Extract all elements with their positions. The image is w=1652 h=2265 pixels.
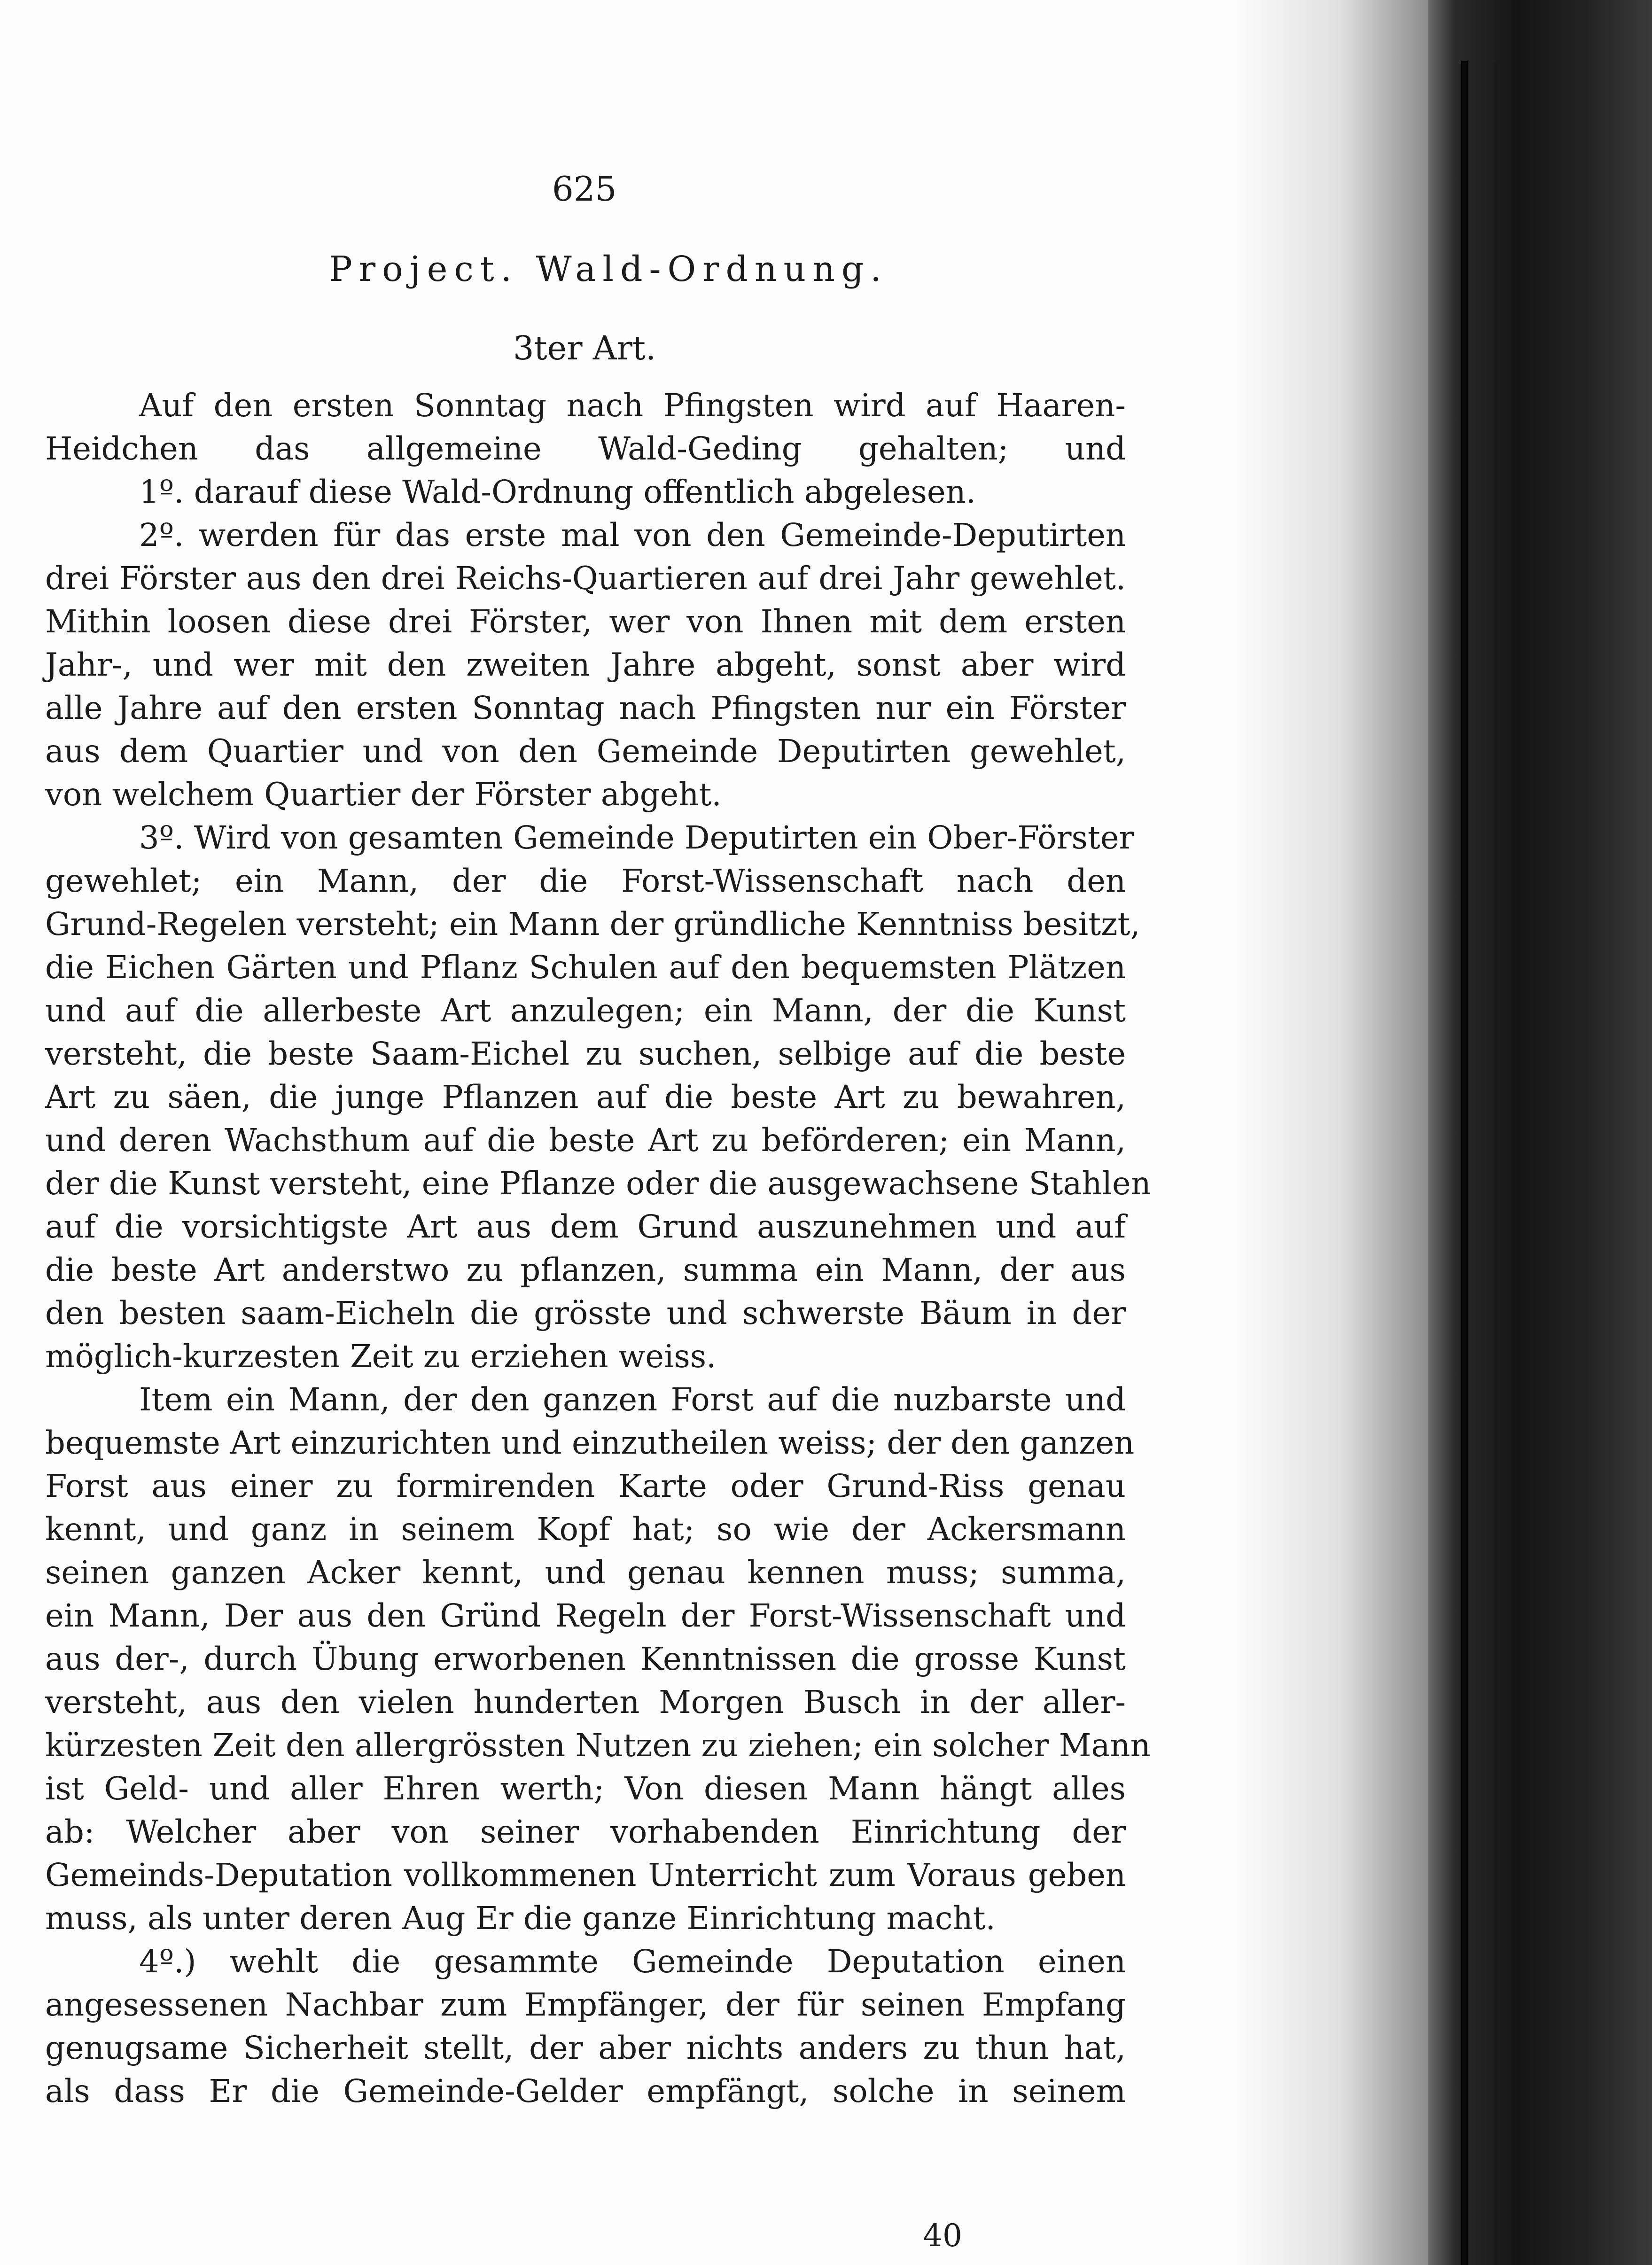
page-number: 625: [552, 169, 617, 209]
text-line: bequemste Art einzurichten und einzutheilen weiss; der den ganzen: [45, 1424, 1135, 1461]
text-line: Mithin loosen diese drei Förster, wer von Ihnen mit dem ersten: [45, 603, 1126, 640]
text-line: kennt, und ganz in seinem Kopf hat; so wie der Ackersmann: [45, 1511, 1126, 1548]
text-line: aus der-, durch Übung erworbenen Kenntnissen die grosse Kunst: [45, 1641, 1126, 1677]
text-line: die Eichen Gärten und Pflanz Schulen auf den bequemsten Plätzen: [45, 949, 1126, 986]
text-line: kürzesten Zeit den allergrössten Nutzen zu ziehen; ein solcher Mann: [45, 1727, 1151, 1764]
text-line: genugsame Sicherheit stellt, der aber nichts anders zu thun hat,: [45, 2030, 1126, 2066]
book-spine: [1428, 0, 1652, 2265]
text-line: angesessenen Nachbar zum Empfänger, der für seinen Empfang: [45, 1986, 1126, 2023]
text-line: den besten saam-Eicheln die grösste und schwerste Bäum in der: [45, 1295, 1126, 1331]
text-line: der die Kunst versteht, eine Pflanze oder die ausgewachsene Stahlen: [45, 1165, 1151, 1202]
text-line: möglich-kurzesten Zeit zu erziehen weiss.: [45, 1338, 717, 1375]
spine-edge-line: [1461, 61, 1468, 2265]
text-line: drei Förster aus den drei Reichs-Quartieren auf drei Jahr gewehlet.: [45, 560, 1126, 597]
text-line: Grund-Regelen versteht; ein Mann der gründliche Kenntniss besitzt,: [45, 906, 1140, 942]
text-line: gewehlet; ein Mann, der die Forst-Wissenschaft nach den: [45, 863, 1126, 899]
text-line: muss, als unter deren Aug Er die ganze Einrichtung macht.: [45, 1900, 996, 1937]
text-line: 1º. darauf diese Wald-Ordnung offentlich abgelesen.: [139, 474, 976, 510]
text-line: die beste Art anderstwo zu pflanzen, summa ein Mann, der aus: [45, 1252, 1126, 1288]
text-line: ab: Welcher aber von seiner vorhabenden Einrichtung der: [45, 1814, 1126, 1850]
text-line: Heidchen das allgemeine Wald-Geding gehalten; und: [45, 430, 1126, 467]
text-line: 2º. werden für das erste mal von den Gemeinde-Deputirten: [139, 517, 1126, 553]
text-line: 4º.) wehlt die gesammte Gemeinde Deputation einen: [139, 1943, 1126, 1980]
text-line: und deren Wachsthum auf die beste Art zu beförderen; ein Mann,: [45, 1122, 1126, 1159]
text-line: versteht, aus den vielen hunderten Morgen Busch in der aller-: [45, 1684, 1126, 1720]
text-line: Jahr-, und wer mit den zweiten Jahre abgeht, sonst aber wird: [45, 646, 1126, 683]
page-title: Project. Wald-Ordnung.: [329, 249, 888, 289]
text-line: aus dem Quartier und von den Gemeinde Deputirten gewehlet,: [45, 733, 1126, 770]
text-line: Auf den ersten Sonntag nach Pfingsten wird auf Haaren-: [139, 387, 1126, 424]
text-line: und auf die allerbeste Art anzulegen; ein Mann, der die Kunst: [45, 992, 1126, 1029]
text-line: ist Geld- und aller Ehren werth; Von diesen Mann hängt alles: [45, 1770, 1126, 1807]
text-line: versteht, die beste Saam-Eichel zu suchen, selbige auf die beste: [45, 1035, 1126, 1072]
text-line: auf die vorsichtigste Art aus dem Grund auszunehmen und auf: [45, 1208, 1126, 1245]
text-line: als dass Er die Gemeinde-Gelder empfängt, solche in seinem: [45, 2073, 1126, 2109]
text-line: Item ein Mann, der den ganzen Forst auf die nuzbarste und: [139, 1381, 1126, 1418]
article-heading: 3ter Art.: [513, 329, 656, 367]
text-line: 3º. Wird von gesamten Gemeinde Deputirten ein Ober-Förster: [139, 819, 1134, 856]
gutter-shadow: [1231, 0, 1428, 2265]
signature-mark: 40: [923, 2218, 962, 2254]
text-line: ein Mann, Der aus den Gründ Regeln der Forst-Wissenschaft und: [45, 1597, 1126, 1634]
text-line: von welchem Quartier der Förster abgeht.: [45, 776, 722, 813]
text-line: Art zu säen, die junge Pflanzen auf die beste Art zu bewahren,: [45, 1079, 1126, 1115]
text-line: seinen ganzen Acker kennt, und genau kennen muss; summa,: [45, 1554, 1126, 1591]
text-line: Forst aus einer zu formirenden Karte oder Grund-Riss genau: [45, 1468, 1126, 1504]
text-line: alle Jahre auf den ersten Sonntag nach Pfingsten nur ein Förster: [45, 690, 1126, 726]
text-line: Gemeinds-Deputation vollkommenen Unterricht zum Voraus geben: [45, 1857, 1126, 1893]
spine-edge-line: [1494, 61, 1499, 2265]
